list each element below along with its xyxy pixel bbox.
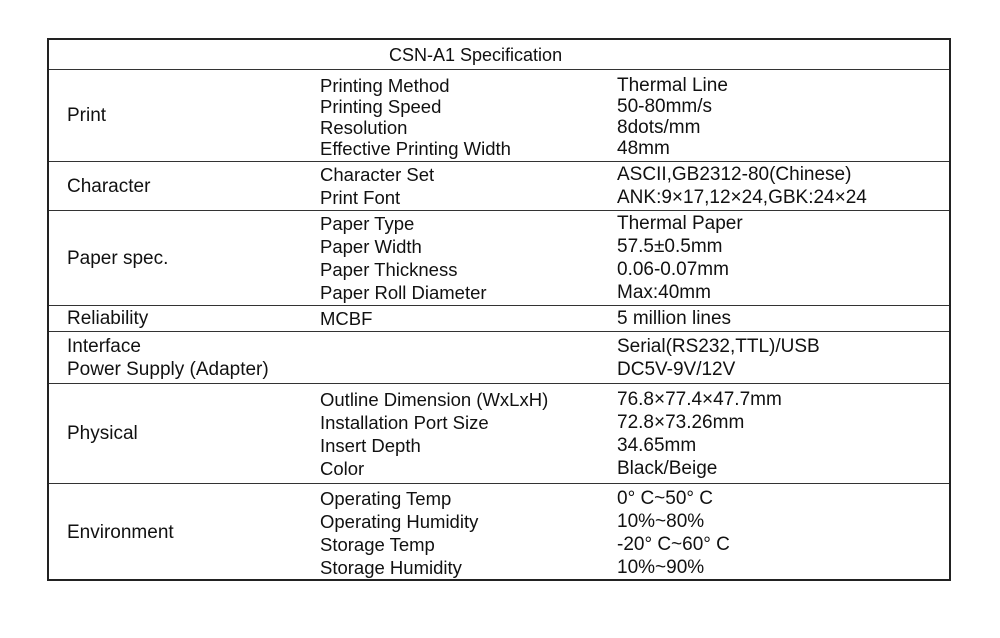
section-paper-spec: [49, 211, 949, 306]
spec-item: Paper Thickness: [320, 259, 458, 280]
table-row: [49, 388, 949, 411]
table-row: [49, 487, 949, 510]
section-character: [49, 162, 949, 211]
table-row: [49, 533, 949, 556]
spec-value: 5 million lines: [617, 308, 732, 329]
spec-value: ANK:9×17,12×24,GBK:24×24: [617, 187, 867, 208]
spec-item: Operating Temp: [320, 487, 452, 509]
table-row: [49, 163, 949, 186]
table-row: [49, 335, 949, 358]
spec-item: Color: [320, 457, 365, 479]
category-label: Print: [67, 105, 107, 126]
table-row: [49, 358, 949, 381]
spec-value: 10%~80%: [617, 510, 705, 532]
spec-value: -20° C~60° C: [617, 533, 730, 555]
table-row: [49, 212, 949, 235]
spec-value: Max:40mm: [617, 282, 711, 303]
table-row: [49, 307, 949, 330]
spec-item: Insert Depth: [320, 434, 421, 456]
spec-item: Paper Width: [320, 236, 422, 257]
category-line: Power Supply (Adapter): [67, 358, 269, 380]
section-physical: [49, 384, 949, 484]
table-row: [49, 510, 949, 533]
spec-item: Character Set: [320, 164, 435, 185]
spec-value: 57.5±0.5mm: [617, 236, 723, 257]
spec-value: 76.8×77.4×47.7mm: [617, 388, 782, 410]
spec-item: Installation Port Size: [320, 411, 489, 433]
spec-value: 0° C~50° C: [617, 487, 713, 509]
table-row: [49, 235, 949, 258]
spec-value: 10%~90%: [617, 556, 705, 578]
category-label: Physical: [67, 423, 138, 444]
spec-item: Effective Printing Width: [320, 137, 511, 159]
spec-item: Resolution: [320, 116, 408, 138]
category-label: Reliability: [67, 308, 149, 329]
table-row: [49, 137, 949, 158]
spec-value: 0.06-0.07mm: [617, 259, 729, 280]
spec-item: Print Font: [320, 187, 401, 208]
spec-value: Black/Beige: [617, 457, 718, 479]
spec-value: Thermal Paper: [617, 213, 743, 234]
spec-value: 50-80mm/s: [617, 95, 713, 117]
spec-item: Paper Type: [320, 213, 415, 234]
spec-value: DC5V-9V/12V: [617, 358, 736, 380]
spec-item: Storage Temp: [320, 533, 435, 555]
spec-item: Outline Dimension (WxLxH): [320, 388, 549, 410]
spec-item: Printing Speed: [320, 95, 442, 117]
spec-item: Printing Method: [320, 74, 450, 96]
spec-value: Serial(RS232,TTL)/USB: [617, 335, 820, 357]
spec-value: Thermal Line: [617, 74, 728, 96]
category-line: Interface: [67, 335, 141, 357]
table-title: CSN-A1 Specification: [49, 40, 949, 70]
spec-item: MCBF: [320, 308, 373, 329]
category-label: Character: [67, 175, 151, 197]
section-print: [49, 70, 949, 162]
spec-item: Operating Humidity: [320, 510, 479, 532]
section-interface-power: [49, 332, 949, 384]
table-row: [49, 457, 949, 480]
section-reliability: [49, 306, 949, 332]
table-row: [49, 281, 949, 304]
spec-item: Paper Roll Diameter: [320, 282, 487, 303]
spec-item: Storage Humidity: [320, 556, 462, 578]
category-label: Environment: [67, 522, 174, 543]
table-row: [49, 434, 949, 457]
spec-value: 34.65mm: [617, 434, 697, 456]
spec-value: ASCII,GB2312-80(Chinese): [617, 164, 852, 185]
table-row: [49, 556, 949, 579]
table-row: [49, 186, 949, 209]
spec-value: 72.8×73.26mm: [617, 411, 745, 433]
category-label: Paper spec.: [67, 247, 169, 269]
section-environment: [49, 484, 949, 581]
spec-table: [47, 38, 951, 581]
table-row: [49, 74, 949, 95]
table-row: [49, 95, 949, 116]
table-row: [49, 411, 949, 434]
spec-value: 8dots/mm: [617, 116, 701, 138]
spec-value: 48mm: [617, 137, 670, 159]
table-row: [49, 116, 949, 137]
table-row: [49, 258, 949, 281]
